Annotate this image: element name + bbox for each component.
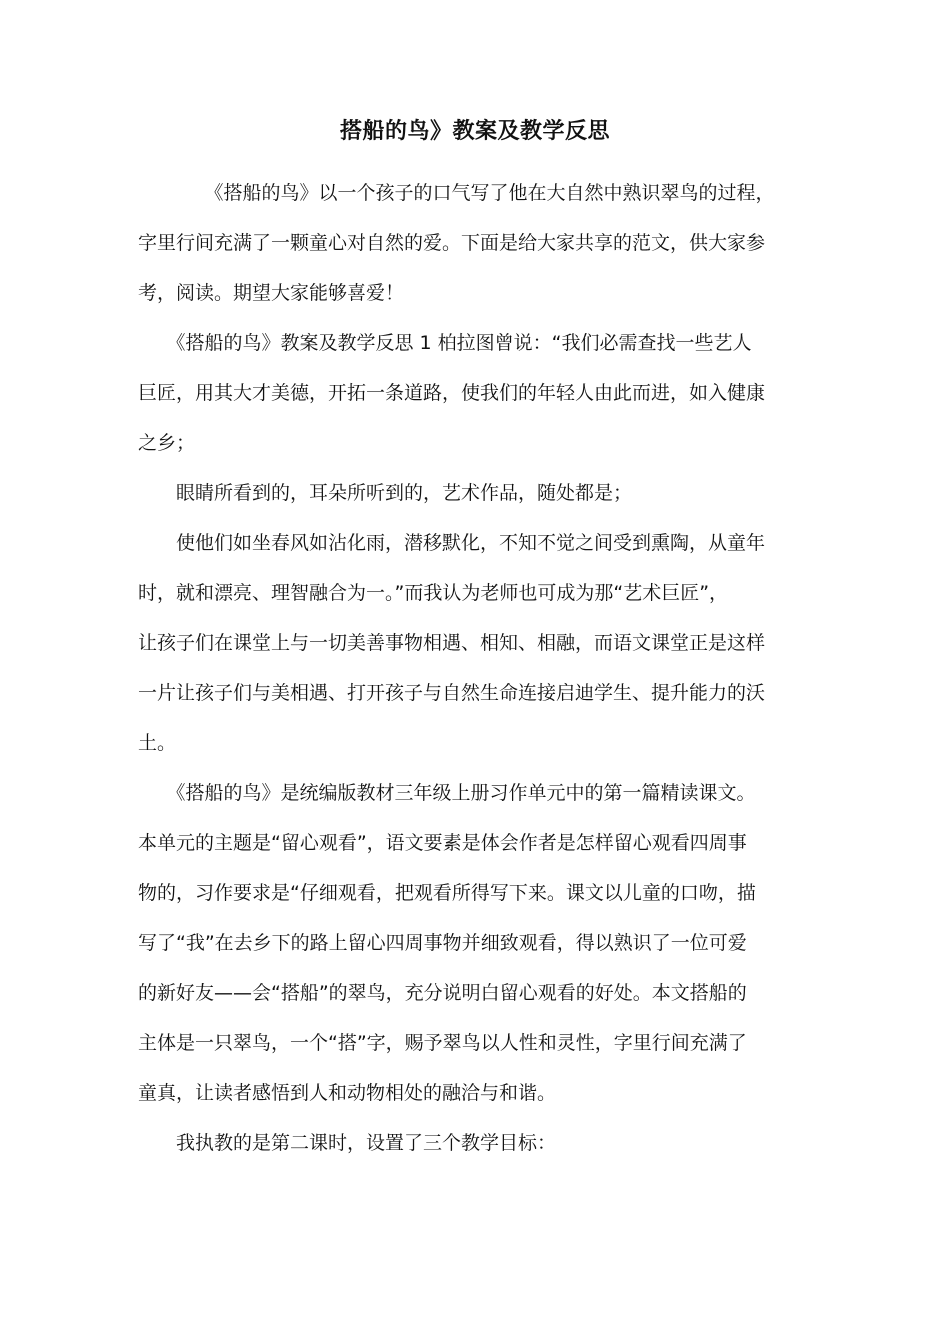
paragraph-line: 巨匠，用其大才美德，开拓一条道路，使我们的年轻人由此而进，如入健康: [138, 382, 766, 404]
paragraph-line: 考，阅读。期望大家能够喜爱！: [138, 282, 405, 304]
paragraph-teaching-goals: [138, 1118, 828, 1168]
paragraph-line: 之乡；: [138, 432, 196, 454]
paragraph-line: 物的，习作要求是“仔细观看，把观看所得写下来。课文以儿童的口吻，描: [138, 882, 756, 904]
paragraph-line: 让孩子们在课堂上与一切美善事物相遇、相知、相融，而语文课堂正是这样: [138, 632, 766, 654]
paragraph-line: 我执教的是第二课时，设置了三个教学目标：: [138, 1132, 557, 1154]
paragraph-intro: [138, 168, 828, 318]
paragraph-line: 使他们如坐春风如沾化雨，潜移默化，不知不觉之间受到熏陶，从童年: [138, 532, 766, 554]
paragraph-line: 《搭船的鸟》以一个孩子的口气写了他在大自然中熟识翠鸟的过程，: [138, 182, 775, 204]
paragraph-line: 的新好友——会“搭船”的翠鸟，充分说明白留心观看的好处。本文搭船的: [138, 982, 747, 1004]
paragraph-line: 《搭船的鸟》是统编版教材三年级上册习作单元中的第一篇精读课文。: [138, 782, 756, 804]
paragraph-line: 眼睛所看到的，耳朵所听到的，艺术作品，随处都是；: [138, 482, 633, 504]
paragraph-textbook-unit: [138, 768, 828, 1118]
paragraph-line: 本单元的主题是“留心观看”，语文要素是体会作者是怎样留心观看四周事: [138, 832, 747, 854]
paragraph-line: 一片让孩子们与美相遇、打开孩子与自然生命连接启迪学生、提升能力的沃: [138, 682, 766, 704]
paragraph-line: 字里行间充满了一颗童心对自然的爱。下面是给大家共享的范文，供大家参: [138, 232, 766, 254]
paragraph-line: 写了“我”在去乡下的路上留心四周事物并细致观看，得以熟识了一位可爱: [138, 932, 747, 954]
document-title: 搭船的鸟》教案及教学反思: [339, 119, 610, 144]
paragraph-art-master: [138, 518, 828, 768]
paragraph-line: 童真，让读者感悟到人和动物相处的融洽与和谐。: [138, 1082, 557, 1104]
paragraph-plato-quote: [138, 318, 828, 468]
paragraph-line: 土。: [138, 732, 177, 754]
paragraph-line: 时，就和漂亮、理智融合为一。”而我认为老师也可成为那“艺术巨匠”，: [138, 582, 729, 604]
paragraph-eyes-ears: [138, 468, 828, 518]
paragraph-line: 主体是一只翠鸟，一个“搭”字，赐予翠鸟以人性和灵性，字里行间充满了: [138, 1032, 747, 1054]
paragraph-line: 《搭船的鸟》教案及教学反思 1 柏拉图曾说：“我们必需查找一些艺人: [138, 332, 752, 354]
